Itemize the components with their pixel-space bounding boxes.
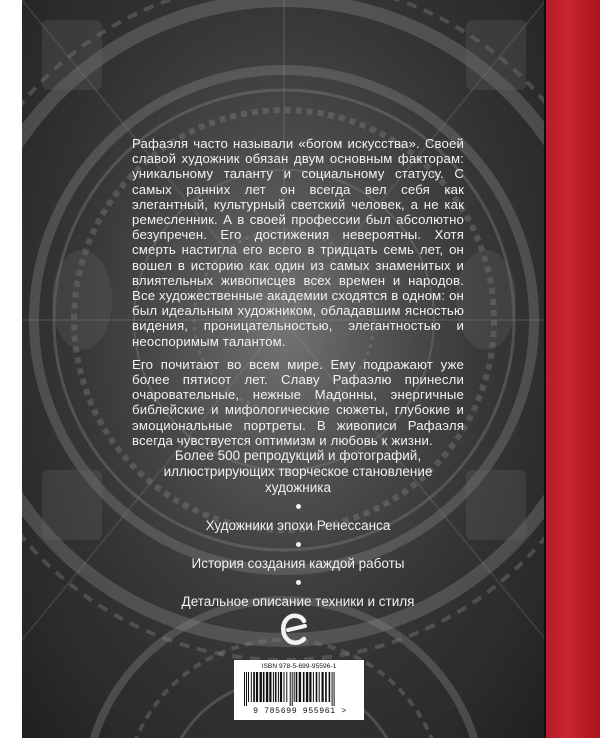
feature-item-technique: Детальное описание техники и стиля (181, 594, 415, 609)
description-text (132, 136, 464, 456)
description-paragraph-2: Его почитают во всем мире. Ему подражают уже более пятисот лет. Славу Рафаэлю принесли очаровательные, нежные Мадонны, энергичные библейские и мифологические сюжеты, глубокие и эмоциональные портреты. В живописи Рафаэля всегда чувствуется оптимизм и любовь к жизни. (132, 356, 464, 448)
feature-item-reproductions: Более 500 репродукций и фотографий, иллюстрирующих творческое становление художника (163, 448, 433, 495)
isbn-label: ISBN 978-5-699-95596-1 (261, 663, 337, 670)
book-spine (546, 0, 600, 738)
description-paragraph-1: Рафаэля часто называли «богом искусства». Своей славой художник обязан двум основным факторам: уникальному таланту и социальному статусу. С самых ранних лет он всегда вел себя как элегантный, культурный светский человек, а не как ремесленник. А в своей профессии был абсолютно безупречен. Его достижения невероятны. Хотя смерть настигла его всего в тридцать семь лет, он вошел в историю как один из самых знаменитых и влиятельных живописцев всех времен и народов. Все художественные академии сходятся в одном: он был идеальным художником, обладавшим ясностью видения, проницательностью, элегантностью и неоспоримым талантом. (132, 136, 464, 349)
feature-list (132, 448, 464, 610)
bullet-dot-icon (296, 504, 301, 509)
bullet-dot-icon (296, 580, 301, 585)
back-cover (22, 0, 546, 738)
feature-item-history: История создания каждой работы (191, 556, 405, 571)
bullet-dot-icon (296, 542, 301, 547)
barcode-digits: 9 785699 955961 > (253, 707, 347, 716)
barcode (234, 660, 364, 720)
barcode-bars (244, 672, 356, 706)
publisher-e-logo-icon (280, 611, 310, 647)
feature-item-renaissance: Художники эпохи Ренессанса (205, 518, 391, 533)
